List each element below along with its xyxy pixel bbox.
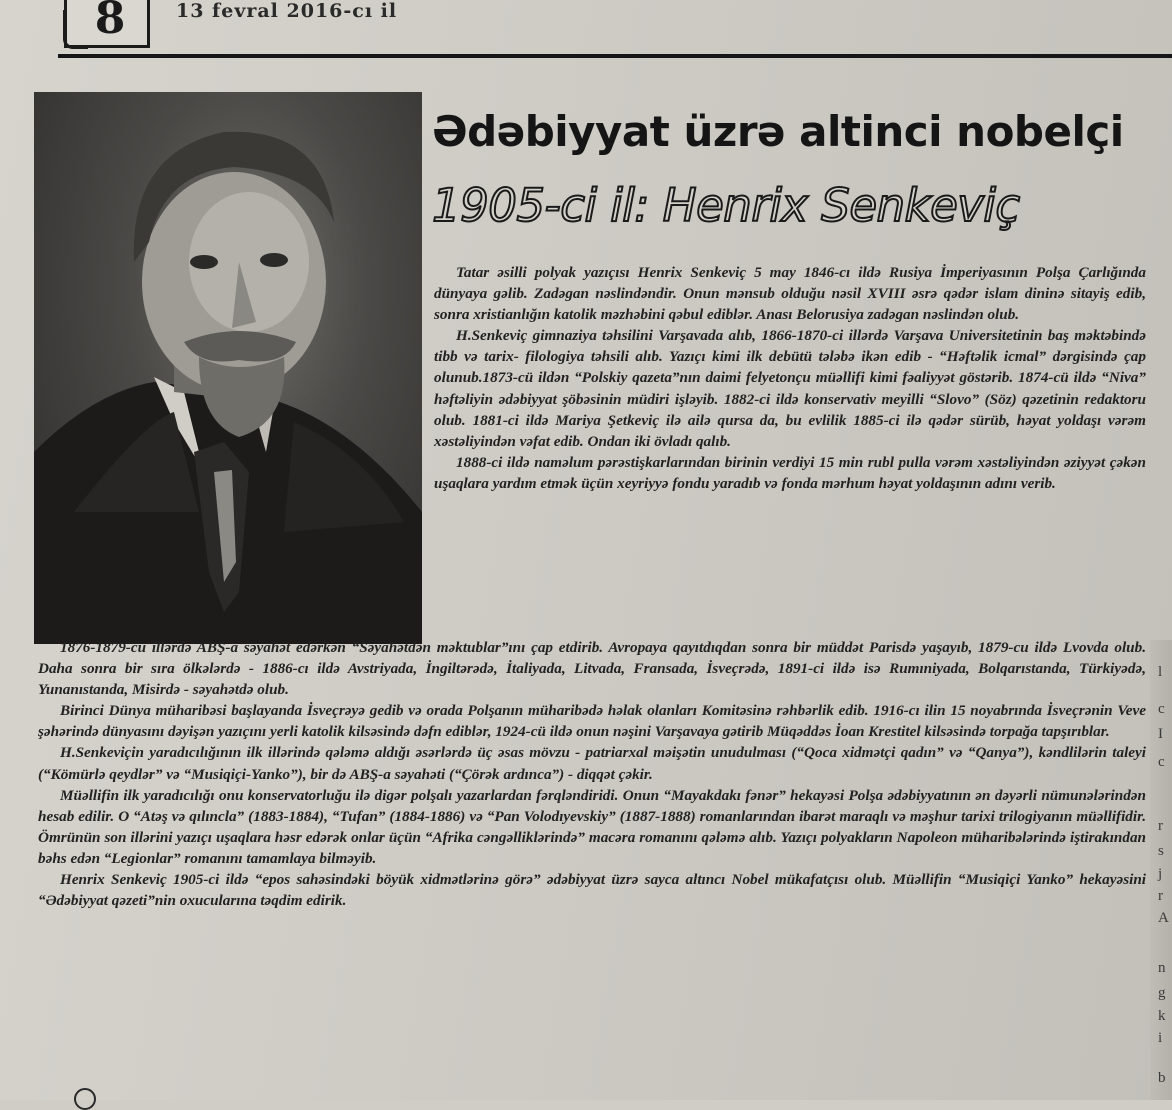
edge-fragment: I: [1158, 726, 1163, 742]
edge-fragment: r: [1158, 888, 1163, 904]
paragraph: Henrix Senkeviç 1905-ci ildə “epos sahəsindəki böyük xidmətlərinə görə” ədəbiyyat üzrə sayca altıncı Nobel mükafatçısı olub. Müəllifin “Musiqiçi Yanko” hekayəsini “Ədəbiyyat qəzeti”nin oxucularına təqdim edirik.: [38, 871, 1146, 910]
portrait-illustration: [34, 92, 422, 644]
paragraph: Birinci Dünya müharibəsi başlayanda İsveçrəyə gedib və orada Polşanın müharibədə həlak olanları Komitəsinə rəhbərlik edib. 1916-cı ilin 15 noyabrında İsveçrənin Veve şəhərində dünyasını dəyişən yazıçını yerli katolik kilsəsində dəfn ediblər, 1924-cü ildə onun nəşini Varşavaya gətirib Müqəddəs İoan Krestitel kilsəsində torpağa tapşırıblar.: [38, 702, 1146, 741]
edge-fragment: g: [1158, 985, 1166, 1001]
article-title: Ədəbiyyat üzrə altinci nobelçi: [432, 107, 1124, 156]
article-body-full-width: [38, 637, 1146, 911]
author-portrait: [34, 92, 422, 644]
edge-fragment: b: [1158, 1070, 1166, 1086]
paragraph: Müəllifin ilk yaradıcılığı onu konservatorluğu ilə digər polşalı yazarlardan fərqləndiridi. Onun “Mayakdakı fənər” hekayəsi Polşa ədəbiyyatının ən dəyərli nümunələrindən hesab edilir. O “Atəş və qılıncla” (1883-1884), “Tufan” (1884-1886) və “Pan Volodıyevskiy” (1887-1888) romanlarından ibarət maraqlı və məşhur tarixi trilogiyanın müəllifidir. Ömrünün son illərini yazıçı uşaqlara həsr edərək onlar üçün “Afrika cəngəlliklərində” macəra romanını qələmə alıb. Yazıçı polyakların Napoleon müharibələrində iştirakından bəhs edən “Legionlar” romanını tamamlaya bilməyib.: [38, 786, 1146, 867]
edge-fragment: c: [1158, 701, 1165, 717]
edge-fragment: l: [1158, 664, 1163, 680]
edge-fragment: i: [1158, 1030, 1163, 1046]
page-number: 8: [94, 0, 126, 44]
edge-fragment: s: [1158, 843, 1164, 859]
circle-mark-icon: [74, 1088, 96, 1110]
header-rule: [58, 54, 1172, 58]
edge-fragment: k: [1158, 1008, 1166, 1024]
article-body-right-column: [434, 262, 1146, 494]
page-number-box: [64, 0, 150, 48]
article-subtitle: 1905-ci il: Henrix Senkeviç: [432, 179, 1020, 232]
paragraph: 1888-ci ildə naməlum pərəstişkarlarından birinin verdiyi 15 min rubl pulla vərəm xəstəliyindən əziyyət çəkən uşaqlara yardım etmək üçün xeyriyyə fondu yaradıb və fonda mərhum həyat yoldaşının adını verib.: [434, 453, 1146, 492]
paragraph: H.Senkeviçin yaradıcılığının ilk illərində qələmə aldığı əsərlərdə üç əsas mövzu - patriarxal məişətin unudulması (“Qoca xidmətçi qadın” və “Qanya”), kəndlilərin taleyi (“Kömürlə qeydlər” və “Musiqiçi-Yanko”), bir də ABŞ-a səyahəti (“Çörək ardınca”) - diqqət çəkir.: [38, 744, 1146, 783]
edge-fragment: A: [1158, 910, 1169, 926]
paragraph: Tatar əsilli polyak yazıçısı Henrix Senkeviç 5 may 1846-cı ildə Rusiya İmperiyasının Polşa Çarlığında dünyaya gəlib. Zadəgan nəslindəndir. Onun mənsub olduğu nəsil XVIII əsrə qədər islam dininə sitayiş edib, sonra xristianlığın katolik məzhəbini qəbul ediblər. Anası Belorusiya zadəgan nəslindən olub.: [434, 264, 1146, 324]
edge-fragment: c: [1158, 754, 1165, 770]
issue-date: 13 fevral 2016-cı il: [176, 0, 398, 22]
edge-fragment: n: [1158, 960, 1166, 976]
edge-fragment: r: [1158, 818, 1163, 834]
paragraph: 1876-1879-cu illərdə ABŞ-a səyahət edərkən “Səyahətdən məktublar”ını çap etdirib. Avropaya qayıtdıqdan sonra bir müddət Parisdə yaşayıb, 1879-cu ildə Lvovda olub. Daha sonra bir sıra ölkələrdə - 1886-cı ildə Avstriyada, İngiltərədə, İtaliyada, Litvada, Fransada, İsveçrədə, 1891-ci ildə isə Rumıniyada, Bolqarıstanda, Türkiyədə, Yunanıstanda, Misirdə - səyahətdə olub.: [38, 639, 1146, 699]
edge-fragment: j: [1158, 866, 1163, 882]
paragraph: H.Senkeviç gimnaziya təhsilini Varşavada alıb, 1866-1870-ci illərdə Varşava Universitetinin baş məktəbində tibb və tarix- filologiya təhsili alıb. Yazıçı kimi ilk debütü tələbə ikən edib - “Həftəlik icmal” dərgisində çap olunub.1873-cü ildən “Polskiy qazeta”nın daimi felyetonçu müəllifi kimi fəaliyyət göstərib. 1874-cü ildə “Niva” həftəliyin ədəbiyyat şöbəsinin müdiri işləyib. 1882-ci ildə konservativ meyilli “Slovo” (Söz) qəzetinin redaktoru olub. 1881-ci ildə Mariya Şetkeviç ilə ailə qursa da, bu evlilik 1885-ci ilə qədər sürüb, həyat yoldaşı vərəm xəstəliyindən vəfat edib. Ondan iki övladı qalıb.: [434, 327, 1146, 450]
